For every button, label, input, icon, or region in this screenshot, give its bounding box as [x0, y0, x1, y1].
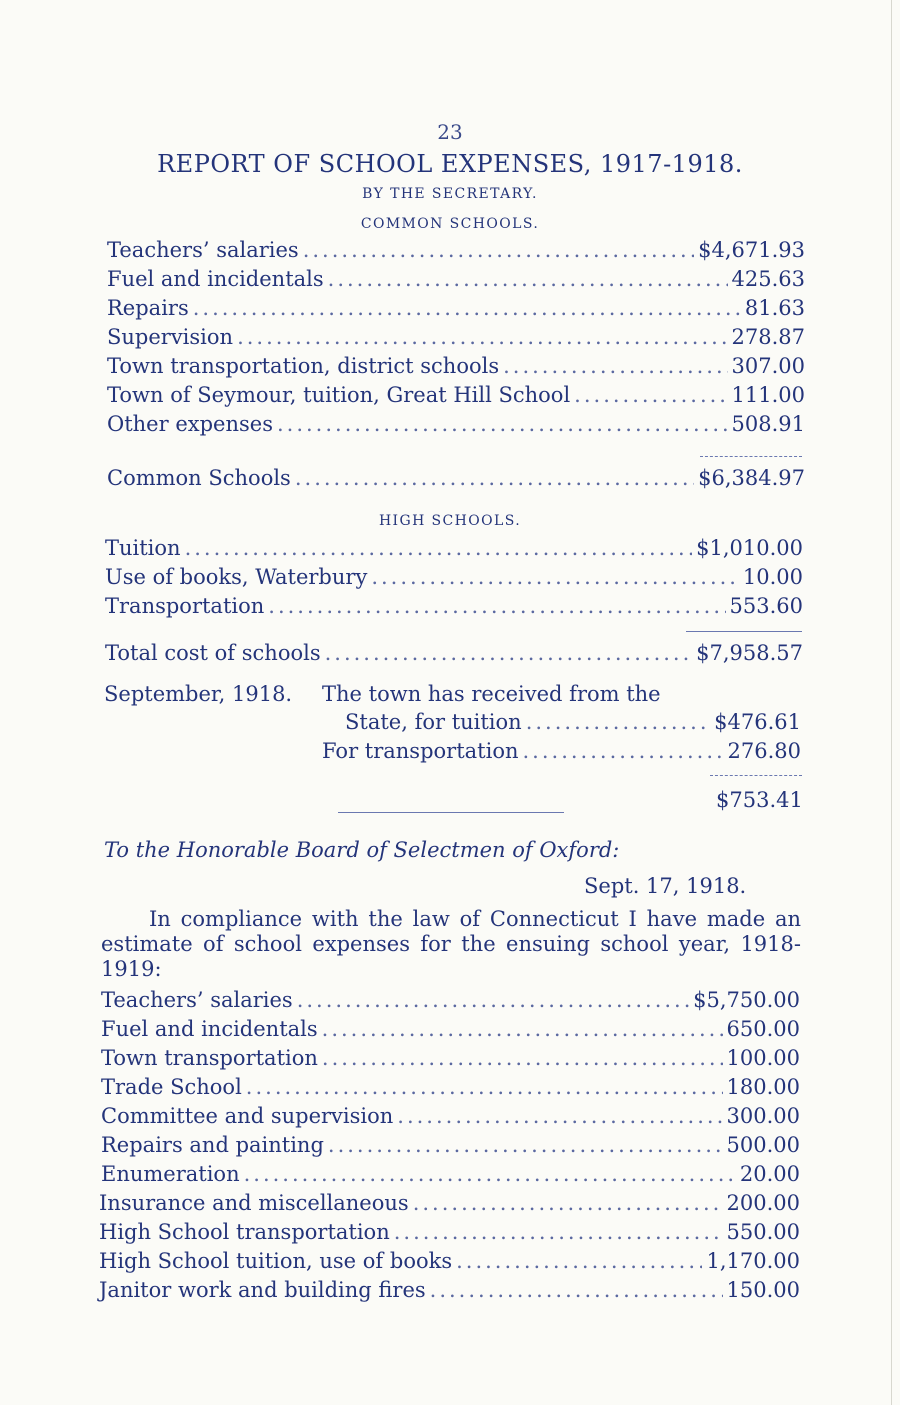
- leader-dots: [237, 325, 727, 349]
- estimate-amount: 100.00: [726, 1046, 800, 1070]
- estimate-row: [99, 1278, 800, 1306]
- page-number: 23: [437, 120, 463, 144]
- estimate-row: [99, 1220, 800, 1248]
- expense-amount: 508.91: [731, 412, 805, 436]
- estimate-amount: 200.00: [726, 1191, 800, 1215]
- expense-amount: 10.00: [742, 565, 803, 589]
- received-label: State, for tuition: [345, 710, 522, 734]
- expense-amount: 553.60: [729, 594, 803, 618]
- estimate-label: Teachers’ salaries: [101, 988, 293, 1012]
- expense-amount: 81.63: [744, 296, 805, 320]
- estimate-amount: 300.00: [726, 1104, 800, 1128]
- total-label: Total cost of schools: [105, 641, 321, 665]
- leader-dots: [297, 988, 689, 1012]
- received-amount: 276.80: [727, 739, 801, 763]
- sum-rule: [700, 456, 802, 457]
- leader-dots: [526, 710, 710, 734]
- estimate-row: [101, 1017, 800, 1045]
- leader-dots: [503, 354, 727, 378]
- expense-label: Town transportation, district schools: [107, 354, 500, 378]
- estimate-row: [101, 1133, 800, 1161]
- leader-dots: [322, 1046, 723, 1070]
- received-row: [345, 710, 801, 738]
- estimate-amount: $5,750.00: [693, 988, 800, 1012]
- estimate-amount: 1,170.00: [706, 1249, 800, 1273]
- section-divider: [338, 812, 564, 813]
- leader-dots: [394, 1220, 723, 1244]
- estimate-amount: 20.00: [739, 1162, 800, 1186]
- estimate-label: Insurance and miscellaneous: [99, 1191, 409, 1215]
- high-schools-heading: HIGH SCHOOLS.: [378, 513, 522, 529]
- received-line: The town has received from the: [322, 682, 661, 706]
- estimate-label: Enumeration: [101, 1162, 240, 1186]
- expense-amount: 307.00: [731, 354, 805, 378]
- leader-dots: [322, 1017, 723, 1041]
- leader-dots: [328, 267, 728, 291]
- expense-row: [107, 383, 805, 411]
- leader-dots: [193, 296, 741, 320]
- expense-row: [105, 536, 803, 564]
- expense-label: Repairs: [107, 296, 189, 320]
- leader-dots: [413, 1191, 723, 1215]
- estimate-amount: 150.00: [726, 1278, 800, 1302]
- estimate-label: High School tuition, use of books: [99, 1249, 453, 1273]
- subtotal-amount: $6,384.97: [698, 466, 805, 490]
- estimate-row: [101, 1162, 800, 1190]
- leader-dots: [523, 739, 724, 763]
- received-amount: $476.61: [714, 710, 801, 734]
- estimate-label: Janitor work and building fires: [99, 1278, 426, 1302]
- leader-dots: [328, 1133, 723, 1157]
- estimate-amount: 550.00: [726, 1220, 800, 1244]
- expense-amount: $4,671.93: [698, 238, 805, 262]
- expense-amount: 111.00: [731, 383, 805, 407]
- leader-dots: [456, 1249, 702, 1273]
- expense-row: [107, 238, 805, 266]
- expense-row: [105, 594, 803, 622]
- expense-row: [107, 412, 805, 440]
- expense-row: [107, 325, 805, 353]
- received-label: For transportation: [322, 739, 519, 763]
- leader-dots: [244, 1162, 736, 1186]
- leader-dots: [246, 1075, 723, 1099]
- expense-row: [107, 296, 805, 324]
- estimate-row: [99, 1191, 800, 1219]
- expense-label: Transportation: [105, 594, 265, 618]
- expense-row: [107, 267, 805, 295]
- subtotal-row: [107, 466, 805, 494]
- estimate-row: [101, 1046, 800, 1074]
- leader-dots: [430, 1278, 723, 1302]
- expense-label: Tuition: [105, 536, 181, 560]
- estimate-label: Committee and supervision: [101, 1104, 394, 1128]
- leader-dots: [303, 238, 694, 262]
- estimate-row: [101, 1104, 800, 1132]
- estimate-amount: 180.00: [726, 1075, 800, 1099]
- common-schools-heading: COMMON SCHOOLS.: [360, 216, 540, 232]
- leader-dots: [325, 641, 693, 665]
- expense-row: [105, 565, 803, 593]
- expense-label: Teachers’ salaries: [107, 238, 299, 262]
- estimate-amount: 650.00: [726, 1017, 800, 1041]
- estimate-row: [99, 1249, 800, 1277]
- sum-rule: [710, 775, 802, 776]
- report-subtitle: BY THE SECRETARY.: [362, 186, 538, 202]
- expense-label: Other expenses: [107, 412, 273, 436]
- leader-dots: [185, 536, 693, 560]
- expense-label: Town of Seymour, tuition, Great Hill School: [107, 383, 571, 407]
- received-total: $753.41: [716, 788, 803, 812]
- estimate-label: Trade School: [101, 1075, 242, 1099]
- expense-amount: 425.63: [731, 267, 805, 291]
- expense-amount: $1,010.00: [696, 536, 803, 560]
- subtotal-label: Common Schools: [107, 466, 291, 490]
- estimate-label: High School transportation: [99, 1220, 390, 1244]
- sum-rule: [686, 631, 802, 632]
- total-row: [105, 641, 803, 669]
- leader-dots: [277, 412, 728, 436]
- leader-dots: [295, 466, 694, 490]
- expense-label: Fuel and incidentals: [107, 267, 324, 291]
- leader-dots: [397, 1104, 722, 1128]
- report-title: REPORT OF SCHOOL EXPENSES, 1917-1918.: [157, 150, 743, 178]
- expense-amount: 278.87: [731, 325, 805, 349]
- leader-dots: [574, 383, 727, 407]
- received-date: September, 1918.: [104, 682, 293, 706]
- leader-dots: [371, 565, 739, 589]
- expense-label: Supervision: [107, 325, 234, 349]
- estimate-label: Town transportation: [101, 1046, 318, 1070]
- estimate-label: Fuel and incidentals: [101, 1017, 318, 1041]
- estimate-row: [101, 988, 800, 1016]
- expense-row: [107, 354, 805, 382]
- letter-body: [101, 907, 801, 982]
- letter-body-text: In compliance with the law of Connecticut I have made an estimate of school expenses for the ensuing school year, 1918-1919:: [101, 907, 801, 981]
- leader-dots: [268, 594, 725, 618]
- salutation: To the Honorable Board of Selectmen of Oxford:: [104, 838, 620, 862]
- expense-label: Use of books, Waterbury: [105, 565, 368, 589]
- estimate-label: Repairs and painting: [101, 1133, 324, 1157]
- estimate-amount: 500.00: [726, 1133, 800, 1157]
- page-edge: [891, 0, 892, 1405]
- letter-date: Sept. 17, 1918.: [584, 874, 747, 898]
- estimate-row: [101, 1075, 800, 1103]
- received-row: [322, 739, 801, 767]
- total-amount: $7,958.57: [696, 641, 803, 665]
